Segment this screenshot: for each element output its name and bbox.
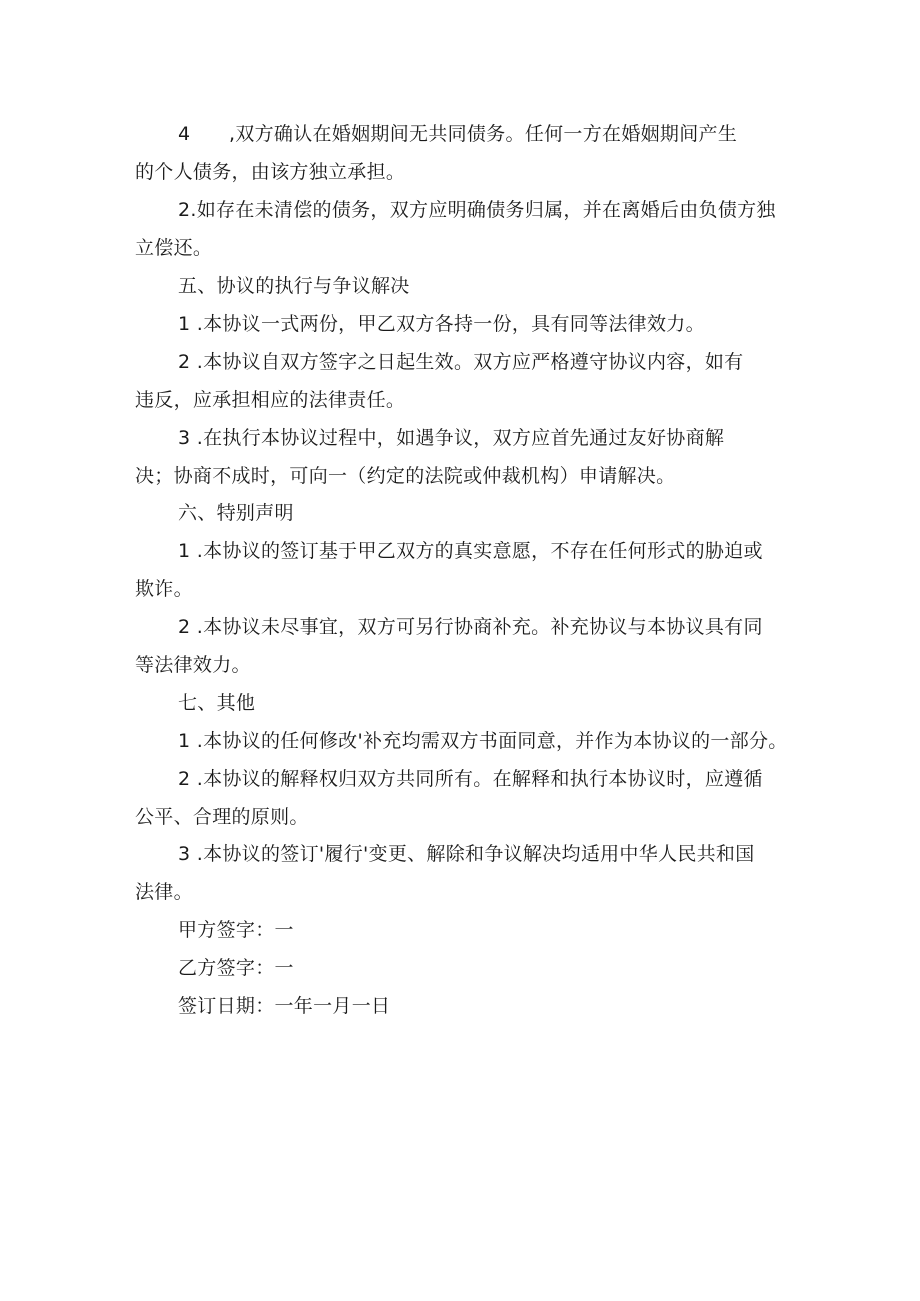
paragraph-line: 1 .本协议的签订基于甲乙双方的真实意愿，不存在任何形式的胁迫或 [178,540,763,562]
paragraph-line: 2 .本协议未尽事宜，双方可另行协商补充。补充协议与本协议具有同 [178,616,763,638]
section-heading: 六、特别声明 [178,502,294,524]
paragraph-line: 1 .本协议一式两份，甲乙双方各持一份，具有同等法律效力。 [178,313,705,335]
paragraph-line: 3 .本协议的签订'履行'变更、解除和争议解决均适用中华人民共和国 [178,843,755,865]
paragraph-line: 法律。 [135,881,193,903]
paragraph-line: 2 .本协议自双方签字之日起生效。双方应严格遵守协议内容，如有 [178,351,744,373]
signing-date: 签订日期：一年一月一日 [178,995,391,1017]
paragraph-line: 决；协商不成时，可向一（约定的法院或仲裁机构）申请解决。 [135,465,676,487]
paragraph-line: 2 .本协议的解释权归双方共同所有。在解释和执行本协议时，应遵循 [178,768,763,790]
paragraph-line: 1 .本协议的任何修改'补充均需双方书面同意，并作为本协议的一部分。 [178,730,788,752]
signature-party-a: 甲方签字：一 [178,919,294,941]
paragraph-line: 等法律效力。 [135,654,251,676]
section-heading: 五、协议的执行与争议解决 [178,275,410,297]
paragraph-line: 2.如存在未清偿的债务，双方应明确债务归属，并在离婚后由负债方独 [178,199,776,221]
paragraph-line: 欺诈。 [135,578,193,600]
section-heading: 七、其他 [178,692,256,714]
paragraph-line: 4 ,双方确认在婚姻期间无共同债务。任何一方在婚姻期间产生 [178,123,738,145]
paragraph-line: 违反，应承担相应的法律责任。 [135,389,406,411]
paragraph-line: 立偿还。 [135,237,213,259]
paragraph-line: 3 .在执行本协议过程中，如遇争议，双方应首先通过友好协商解 [178,427,725,449]
paragraph-line: 公平、合理的原则。 [135,806,309,828]
signature-party-b: 乙方签字：一 [178,957,294,979]
paragraph-line: 的个人债务，由该方独立承担。 [135,161,406,183]
